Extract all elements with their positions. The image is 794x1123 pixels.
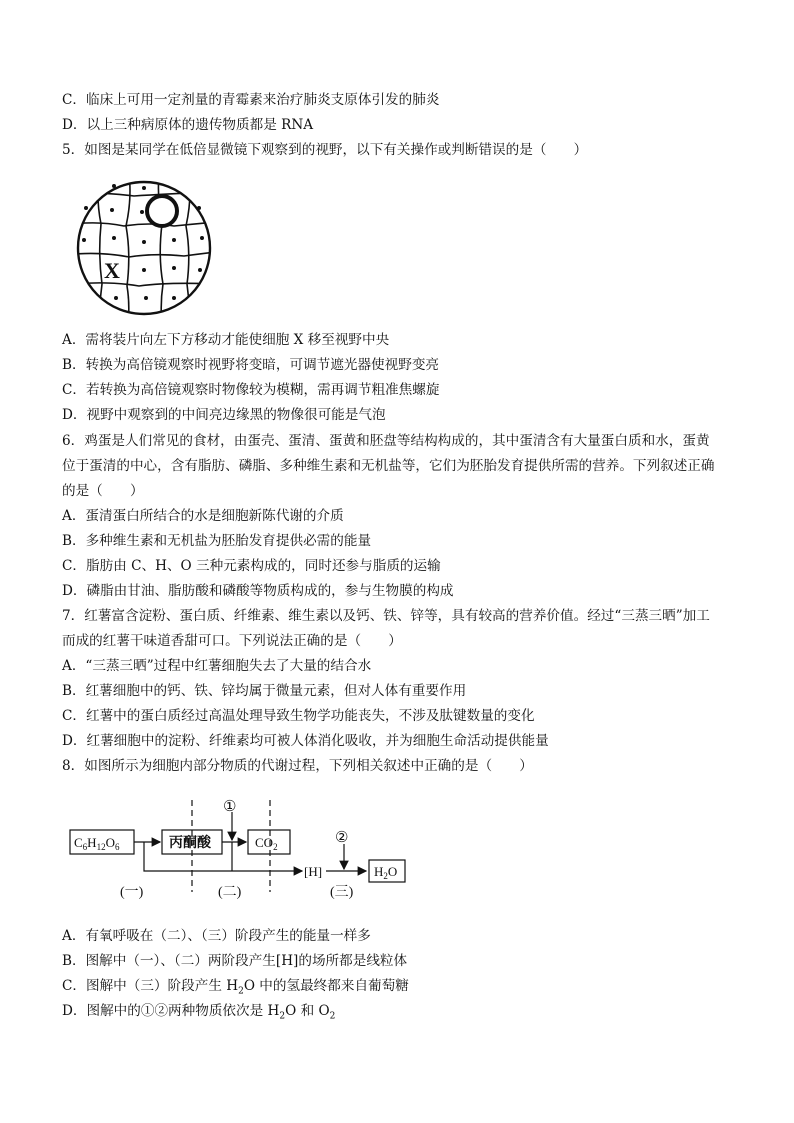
option-a-q8: A．有氧呼吸在（二）、（三）阶段产生的能量一样多 <box>62 928 371 944</box>
cell-x-label: X <box>104 258 120 283</box>
question-8-stem: 8．如图所示为细胞内部分物质的代谢过程，下列相关叙述中正确的是（ ） <box>62 758 533 774</box>
substance-2-marker: ② <box>335 830 349 846</box>
option-a-q5: A．需将装片向左下方移动才能使细胞 X 移至视野中央 <box>62 332 390 348</box>
stage-1-label: (一) <box>120 885 144 900</box>
option-d-q6: D．磷脂由甘油、脂肪酸和磷酸等物质构成的，参与生物膜的构成 <box>62 583 454 599</box>
water-label: $H_2O$ <box>374 864 398 881</box>
option-a-q7: A．“三蒸三晒”过程中红薯细胞失去了大量的结合水 <box>62 658 372 674</box>
question-6-stem-2: 位于蛋清的中心，含有脂肪、磷脂、多种维生素和无机盐等，它们为胚胎发育提供所需的营养。下列叙述正确 <box>62 458 715 474</box>
option-b-q8: B．图解中（一）、（二）两阶段产生[H]的场所都是线粒体 <box>62 953 408 969</box>
metabolism-flow-diagram <box>66 796 416 906</box>
question-5-stem: 5．如图是某同学在低倍显微镜下观察到的视野，以下有关操作或判断错误的是（ ） <box>62 142 588 158</box>
question-6-stem-3: 的是（ ） <box>62 483 144 499</box>
substance-1-marker: ① <box>223 799 237 815</box>
option-c-q7: C．红薯中的蛋白质经过高温处理导致生物学功能丧失，不涉及肽键数量的变化 <box>62 708 535 724</box>
question-7-stem-1: 7．红薯富含淀粉、蛋白质、纤维素、维生素以及钙、铁、锌等，具有较高的营养价值。经过“三蒸三晒”加工 <box>62 608 710 624</box>
option-b-q5: B．转换为高倍镜观察时视野将变暗，可调节遮光器使视野变亮 <box>62 357 440 373</box>
stage-2-label: (二) <box>218 885 242 900</box>
option-c-q5: C．若转换为高倍镜观察时物像较为模糊，需再调节粗准焦螺旋 <box>62 382 440 398</box>
option-c-q4: C．临床上可用一定剂量的青霉素来治疗肺炎支原体引发的肺炎 <box>62 92 440 108</box>
nadh-label: [H] <box>304 864 323 879</box>
option-d-q8: D．图解中的①②两种物质依次是 $H_2O$ 和 $O_2$ <box>62 1003 336 1022</box>
co2-label: $CO_2$ <box>255 835 278 852</box>
question-6-stem-1: 6．鸡蛋是人们常见的食材，由蛋壳、蛋清、蛋黄和胚盘等结构构成的，其中蛋清含有大量蛋白质和水，蛋黄 <box>62 433 710 449</box>
microscope-field-figure <box>74 174 216 324</box>
stage-3-label: (三) <box>330 885 354 900</box>
option-d-q7: D．红薯细胞中的淀粉、纤维素均可被人体消化吸收，并为细胞生命活动提供能量 <box>62 733 549 749</box>
option-d-q5: D．视野中观察到的中间亮边缘黑的物像很可能是气泡 <box>62 407 386 423</box>
pyruvate-label: 丙酮酸 <box>169 836 211 851</box>
question-7-stem-2: 而成的红薯干味道香甜可口。下列说法正确的是（ ） <box>62 633 402 649</box>
option-b-q7: B．红薯细胞中的钙、铁、锌均属于微量元素，但对人体有重要作用 <box>62 683 467 699</box>
option-b-q6: B．多种维生素和无机盐为胚胎发育提供必需的能量 <box>62 533 372 549</box>
option-d-q4: D．以上三种病原体的遗传物质都是 RNA <box>62 117 314 133</box>
glucose-formula: $C_6H_{12}O_6$ <box>74 835 120 852</box>
option-a-q6: A．蛋清蛋白所结合的水是细胞新陈代谢的介质 <box>62 508 344 524</box>
option-c-q6: C．脂肪由 C、H、O 三种元素构成的，同时还参与脂质的运输 <box>62 558 441 574</box>
option-c-q8: C．图解中（三）阶段产生 $H_2O$ 中的氢最终都来自葡萄糖 <box>62 978 409 997</box>
